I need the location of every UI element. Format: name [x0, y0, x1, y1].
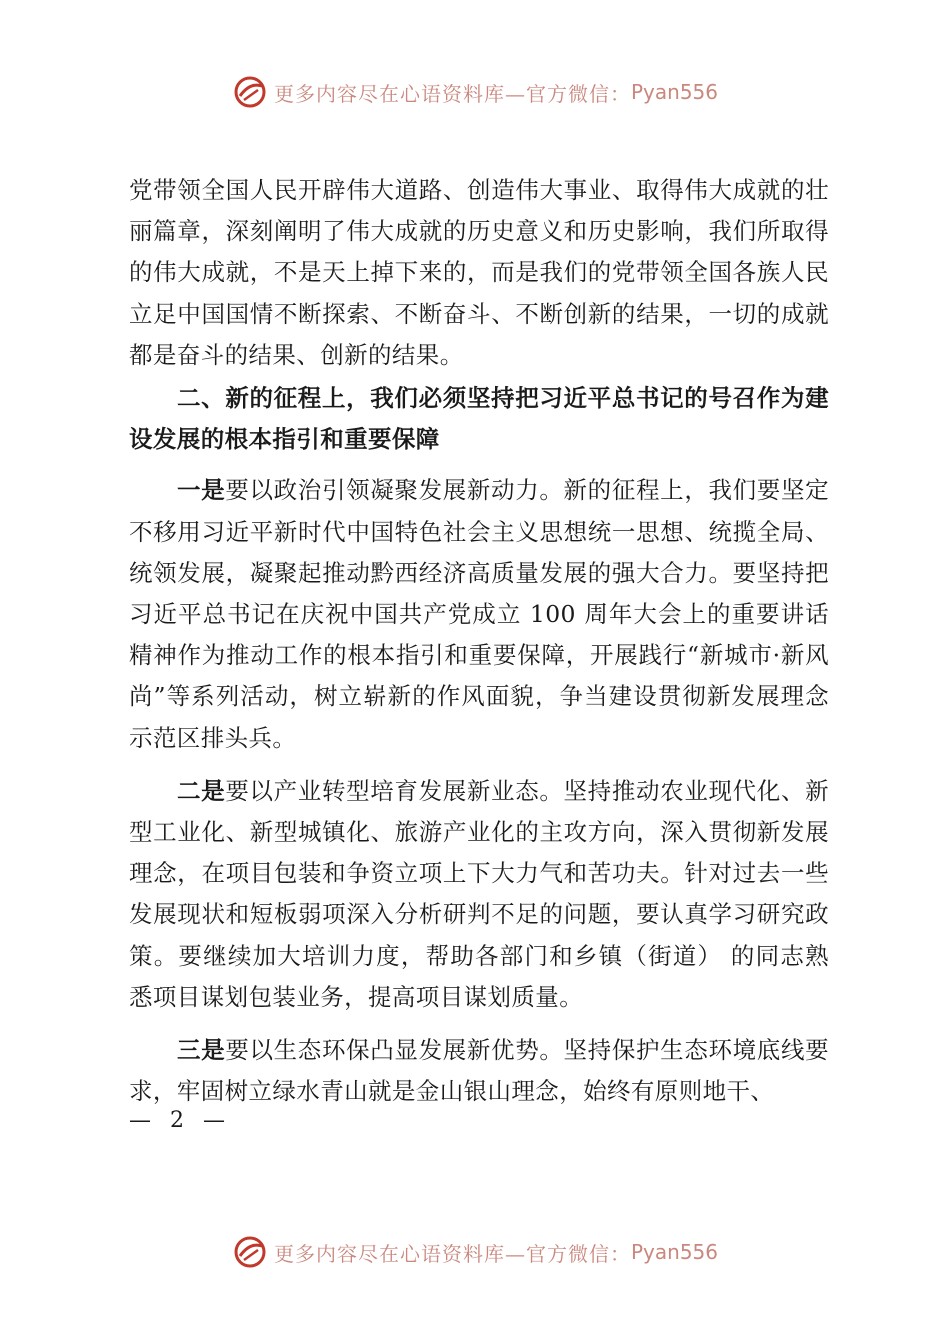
- point-1-lead: 一是: [177, 476, 226, 505]
- point-3-lead: 三是: [177, 1036, 226, 1065]
- brand-logo-icon: [232, 74, 268, 110]
- watermark-text: 更多内容尽在心语资料库—官方微信：: [273, 1241, 631, 1266]
- paragraph-point-2: [129, 771, 829, 1018]
- point-3-text: 要以生态环保凸显发展新优势。坚持保护生态环境底线要求，牢固树立绿水青山就是金山银山理念，始终有原则地干、: [129, 1036, 830, 1106]
- point-2-lead: 二是: [177, 776, 226, 805]
- watermark-wechat-id: Pyan556: [630, 1240, 718, 1264]
- footer-watermark-banner: [0, 1230, 950, 1274]
- brand-logo-icon: [232, 1234, 268, 1270]
- document-body: [129, 170, 829, 1112]
- watermark-wechat-id: Pyan556: [630, 80, 718, 104]
- section-heading: 二、新的征程上，我们必须坚持把习近平总书记的号召作为建设发展的根本指引和重要保障: [129, 384, 829, 454]
- point-1-text: 要以政治引领凝聚发展新动力。新的征程上，我们要坚定不移用习近平新时代中国特色社会主义思想统一思想、统揽全局、统领发展，凝聚起推动黔西经济高质量发展的强大合力。要坚持把习近平总书记在庆祝中国共产党成立 100 周年大会上的重要讲话精神作为推动工作的根本指引和重要保障，开展践行“新城市·新风尚”等系列活动，树立崭新的作风面貌，争当建设贯彻新发展理念示范区排头兵。: [129, 476, 830, 752]
- header-watermark-banner: [0, 70, 950, 114]
- paragraph-point-3: [129, 1030, 829, 1112]
- paragraph-continuation: 党带领全国人民开辟伟大道路、创造伟大事业、取得伟大成就的壮丽篇章，深刻阐明了伟大成就的历史意义和历史影响，我们所取得的伟大成就，不是天上掉下来的，而是我们的党带领全国各族人民立足中国国情不断探索、不断奋斗、不断创新的结果，一切的成就都是奋斗的结果、创新的结果。: [129, 176, 829, 369]
- point-2-text: 要以产业转型培育发展新业态。坚持推动农业现代化、新型工业化、新型城镇化、旅游产业化的主攻方向，深入贯彻新发展理念，在项目包装和争资立项上下大力气和苦功夫。针对过去一些发展现状和短板弱项深入分析研判不足的问题，要认真学习研究政策。要继续加大培训力度，帮助各部门和乡镇（街道） 的同志熟悉项目谋划包装业务，提高项目谋划质量。: [129, 776, 830, 1011]
- watermark-text: 更多内容尽在心语资料库—官方微信：: [273, 81, 631, 106]
- paragraph-point-1: [129, 470, 829, 758]
- page-number: — 2 —: [129, 1108, 231, 1133]
